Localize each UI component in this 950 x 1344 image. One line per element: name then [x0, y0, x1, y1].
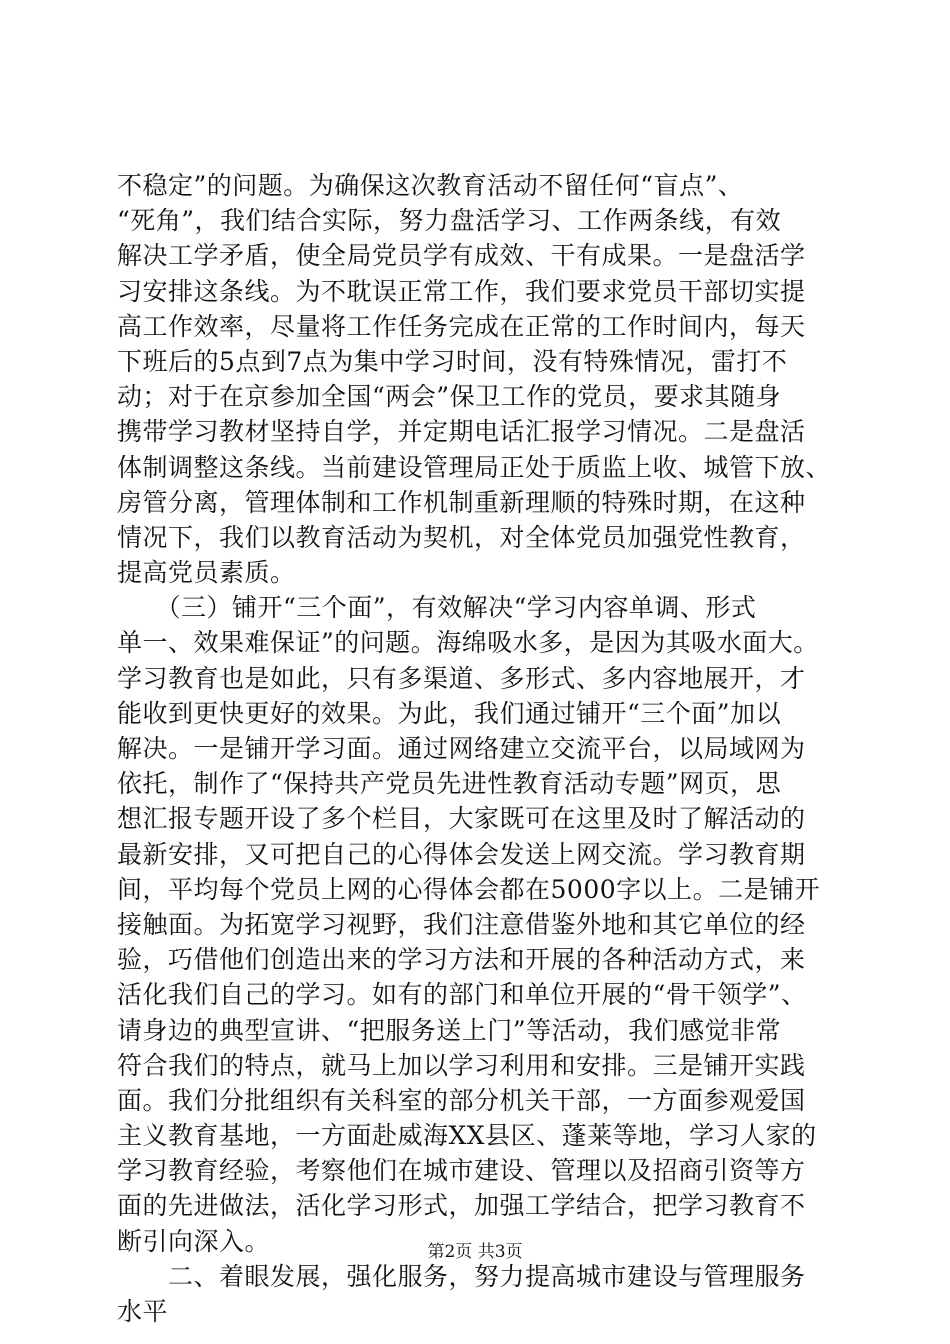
text-line: 单一、效果难保证”的问题。海绵吸水多，是因为其吸水面大。	[117, 628, 819, 658]
text-line: 提高党员素质。	[117, 558, 296, 588]
text-line: 面。我们分批组织有关科室的部分机关干部，一方面参观爱国	[117, 1085, 806, 1115]
text-line: 动；对于在京参加全国“两会”保卫工作的党员，要求其随身	[117, 382, 782, 412]
text-line: 习安排这条线。为不耽误正常工作，我们要求党员干部切实提	[117, 276, 806, 306]
text-line: 携带学习教材坚持自学，并定期电话汇报学习情况。二是盘活	[117, 417, 806, 447]
page-footer: 第2页 共3页	[427, 1242, 523, 1262]
text-line: （三）铺开“三个面”，有效解决“学习内容单调、形式	[117, 593, 757, 623]
text-line: 想汇报专题开设了多个栏目，大家既可在这里及时了解活动的	[117, 804, 806, 834]
text-line: 情况下，我们以教育活动为契机，对全体党员加强党性教育，	[117, 522, 806, 552]
text-line: 主义教育基地，一方面赴威海XX县区、蓬莱等地，学习人家的	[117, 1121, 817, 1151]
text-line: 学习教育也是如此，只有多渠道、多形式、多内容地展开，才	[117, 663, 806, 693]
text-line: 房管分离，管理体制和工作机制重新理顺的特殊时期，在这种	[117, 487, 806, 517]
text-line: “死角”，我们结合实际，努力盘活学习、工作两条线，有效	[117, 206, 782, 236]
text-line: 解决工学矛盾，使全局党员学有成效、干有成果。一是盘活学	[117, 241, 806, 271]
text-line: 依托，制作了“保持共产党员先进性教育活动专题”网页，思	[117, 769, 782, 799]
text-line: 验，巧借他们创造出来的学习方法和开展的各种活动方式，来	[117, 945, 806, 975]
text-line: 体制调整这条线。当前建设管理局正处于质监上收、城管下放、	[117, 452, 832, 482]
text-line: 请身边的典型宣讲、“把服务送上门”等活动，我们感觉非常	[117, 1015, 782, 1045]
text-line: 面的先进做法，活化学习形式，加强工学结合，把学习教育不	[117, 1191, 806, 1221]
text-line: 最新安排，又可把自己的心得体会发送上网交流。学习教育期	[117, 839, 806, 869]
text-line: 下班后的5点到7点为集中学习时间，没有特殊情况，雷打不	[117, 346, 788, 376]
text-line: 不稳定”的问题。为确保这次教育活动不留任何“盲点”、	[117, 171, 744, 200]
text-line: 水平	[117, 1297, 169, 1326]
text-line: 活化我们自己的学习。如有的部门和单位开展的“骨干领学”、	[117, 980, 807, 1010]
text-line: 断引向深入。	[117, 1226, 271, 1256]
body-text	[117, 168, 833, 1329]
text-line: 学习教育经验，考察他们在城市建设、管理以及招商引资等方	[117, 1156, 806, 1186]
text-line: 能收到更快更好的效果。为此，我们通过铺开“三个面”加以	[117, 698, 782, 728]
text-line: 解决。一是铺开学习面。通过网络建立交流平台，以局域网为	[117, 734, 806, 763]
text-line: 接触面。为拓宽学习视野，我们注意借鉴外地和其它单位的经	[117, 909, 806, 939]
text-line: 符合我们的特点，就马上加以学习利用和安排。三是铺开实践	[117, 1050, 806, 1080]
text-line: 高工作效率，尽量将工作任务完成在正常的工作时间内，每天	[117, 311, 806, 341]
text-line: 二、着眼发展，强化服务，努力提高城市建设与管理服务	[117, 1261, 806, 1291]
text-line: 间，平均每个党员上网的心得体会都在5000字以上。二是铺开	[117, 874, 821, 904]
